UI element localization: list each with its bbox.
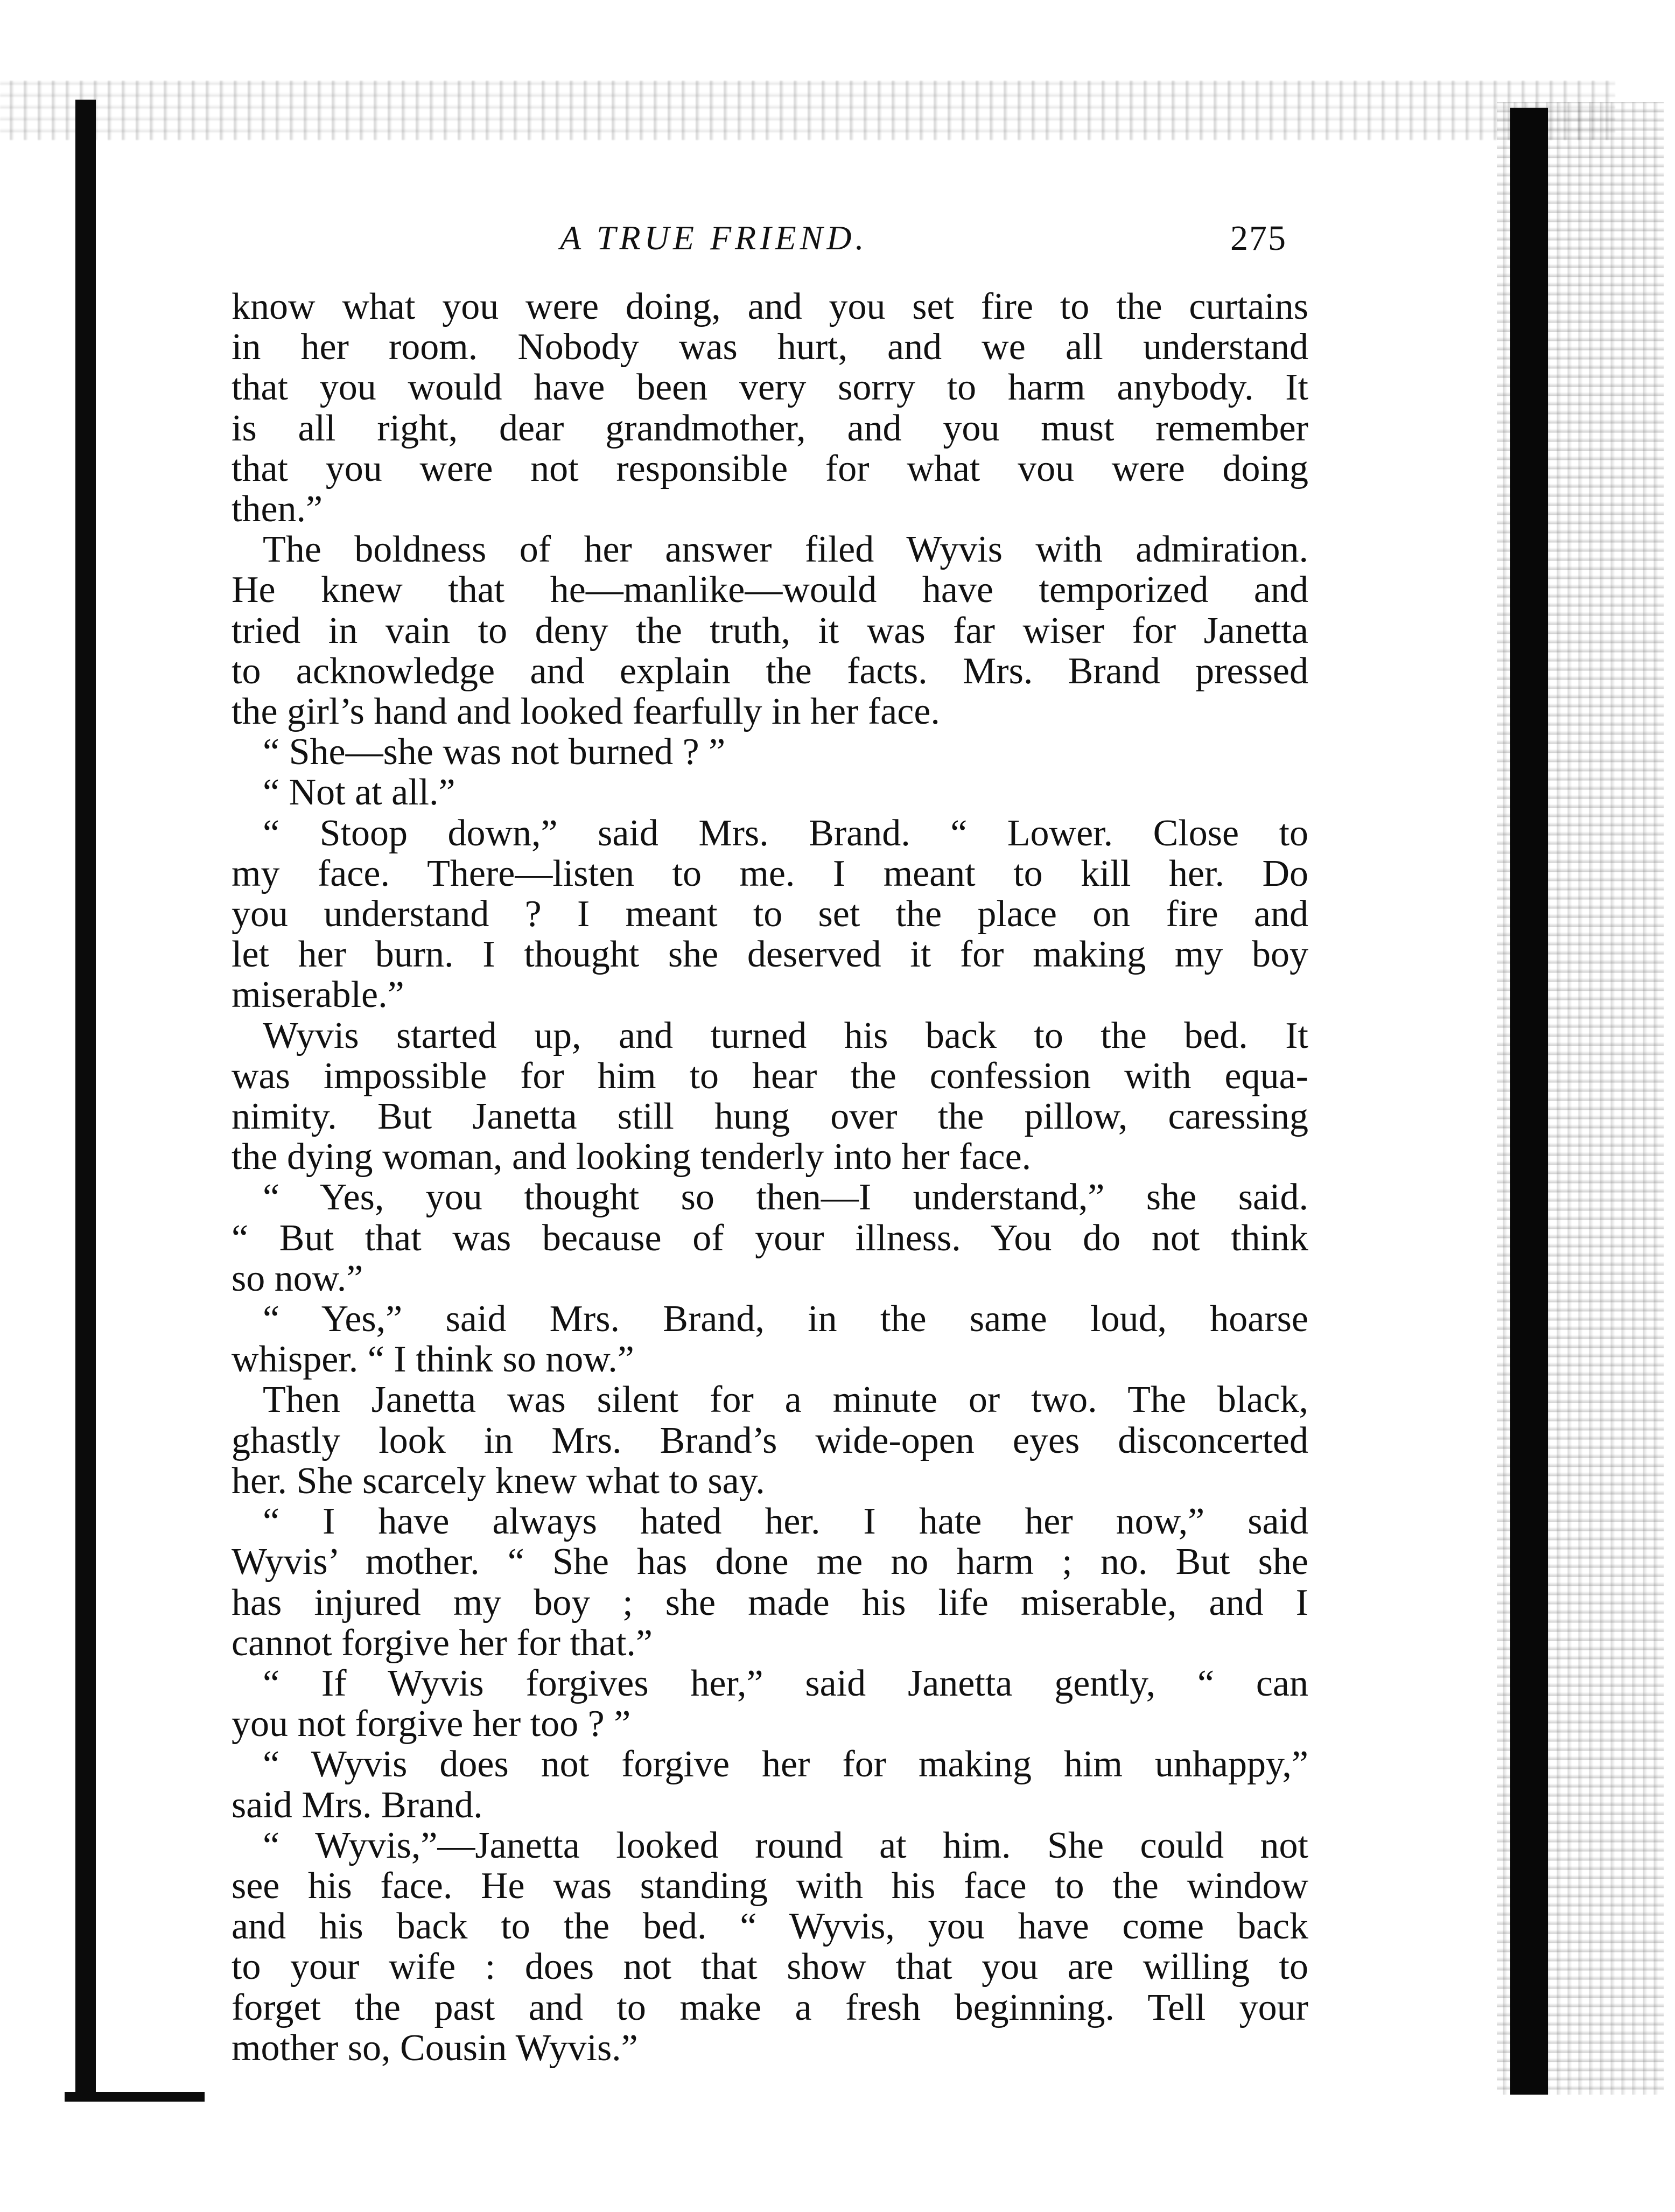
text-line: Wyvis started up, and turned his back to the bed. It [263, 1014, 1308, 1056]
text-line: that you would have been very sorry to harm anybody. It [232, 367, 1308, 409]
text-line: and his back to the bed. “ Wyvis, you have come back [232, 1906, 1308, 1948]
text-line: is all right, dear grandmother, and you must remember [232, 407, 1308, 449]
text-line: “ Yes, you thought so then—I understand,” she said. [263, 1177, 1308, 1219]
text-line: that you were not responsible for what vou were doing [232, 447, 1308, 489]
text-line: tried in vain to deny the truth, it was far wiser for Janetta [232, 610, 1308, 652]
text-line: my face. There—listen to me. I meant to kill her. Do [232, 852, 1308, 894]
text-line: you understand ? I meant to set the place on fire and [232, 893, 1308, 935]
text-line: the dying woman, and looking tenderly into her face. [232, 1136, 1032, 1178]
text-line: “ Wyvis does not forgive her for making him unhappy,” [263, 1744, 1308, 1786]
text-line: “ Stoop down,” said Mrs. Brand. “ Lower. Close to [263, 812, 1308, 854]
scan-edge-left [75, 100, 96, 2100]
text-line: mother so, Cousin Wyvis.” [232, 2027, 638, 2069]
text-line: “ If Wyvis forgives her,” said Janetta gently, “ can [263, 1662, 1308, 1704]
text-line: said Mrs. Brand. [232, 1784, 483, 1826]
text-line: let her burn. I thought she deserved it for making my boy [232, 934, 1308, 976]
text-line: the girl’s hand and looked fearfully in her face. [232, 691, 940, 733]
text-line: Wyvis’ mother. “ She has done me no harm ; no. But she [232, 1541, 1308, 1583]
text-line: “ She—she was not burned ? ” [263, 731, 726, 773]
text-line: He knew that he—manlike—would have temporized and [232, 569, 1308, 611]
page-number: 275 [1230, 219, 1287, 258]
text-line: “ Yes,” said Mrs. Brand, in the same loud, hoarse [263, 1298, 1308, 1340]
scan-edge-left-foot [65, 2092, 205, 2102]
text-line: “ I have always hated her. I hate her now,” said [263, 1501, 1308, 1543]
text-line: “ But that was because of your illness. You do not think [232, 1217, 1308, 1259]
text-line: you not forgive her too ? ” [232, 1703, 631, 1745]
scan-noise-top [0, 81, 1615, 140]
scan-edge-right [1510, 108, 1548, 2095]
text-line: The boldness of her answer filed Wyvis with admiration. [263, 529, 1308, 571]
text-line: see his face. He was standing with his face to the window [232, 1865, 1308, 1907]
text-line: cannot forgive her for that.” [232, 1622, 653, 1664]
text-line: was impossible for him to hear the confession with equa- [232, 1055, 1308, 1097]
running-head: A TRUE FRIEND. [560, 219, 868, 257]
text-line: in her room. Nobody was hurt, and we all understand [232, 326, 1308, 368]
text-line: forget the past and to make a fresh beginning. Tell your [232, 1986, 1308, 2028]
text-line: to your wife : does not that show that you are willing to [232, 1946, 1308, 1988]
text-line: ghastly look in Mrs. Brand’s wide-open eyes disconcerted [232, 1419, 1308, 1461]
text-line: nimity. But Janetta still hung over the pillow, caressing [232, 1096, 1308, 1138]
text-line: so now.” [232, 1257, 363, 1299]
text-line: her. She scarcely knew what to say. [232, 1460, 765, 1502]
text-line: “ Wyvis,”—Janetta looked round at him. She could not [263, 1824, 1308, 1866]
text-line: Then Janetta was silent for a minute or two. The black, [263, 1379, 1308, 1421]
text-line: whisper. “ I think so now.” [232, 1339, 634, 1381]
text-line: then.” [232, 488, 323, 530]
text-line: “ Not at all.” [263, 772, 455, 814]
text-line: to acknowledge and explain the facts. Mrs. Brand pressed [232, 650, 1308, 692]
body-text [232, 286, 1308, 2068]
text-line: has injured my boy ; she made his life miserable, and I [232, 1581, 1308, 1623]
text-line: miserable.” [232, 974, 404, 1016]
text-line: know what you were doing, and you set fire to the curtains [232, 286, 1308, 327]
